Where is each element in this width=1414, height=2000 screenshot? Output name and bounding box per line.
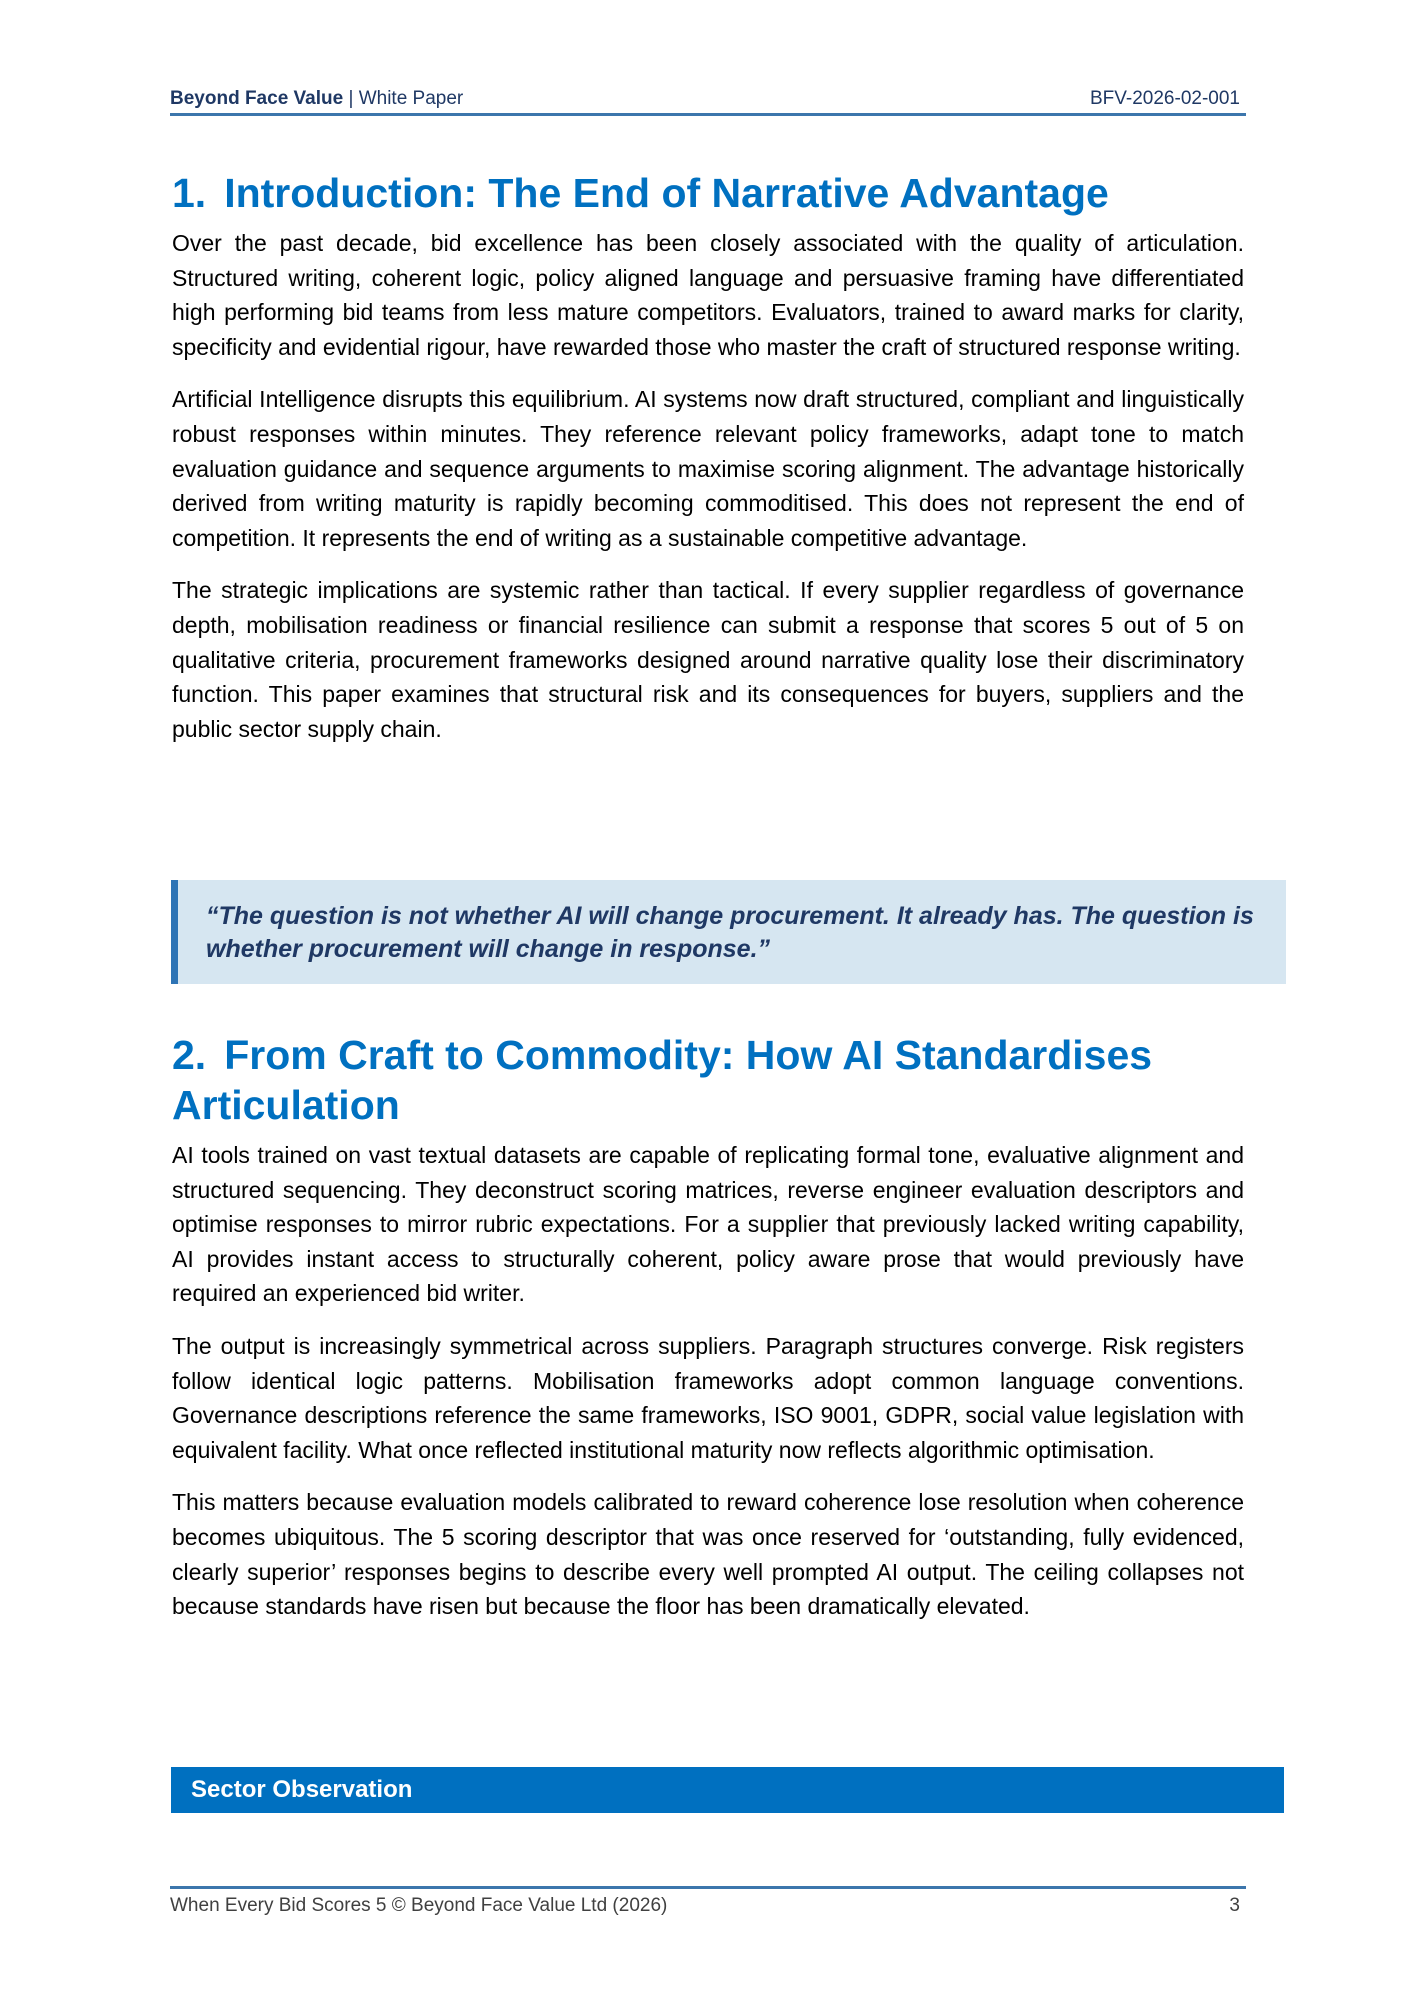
sector-observation-title: Sector Observation — [191, 1776, 413, 1803]
section-2 — [172, 1030, 1244, 1624]
section-1-title — [172, 168, 1244, 218]
section-2-number: 2. — [172, 1032, 207, 1078]
section-1-paragraph: Over the past decade, bid excellence has been closely associated with the quality of articulation. Structured writing, coherent logic, policy aligned language and persuasive framing have differentiated high performing bid teams from less mature competitors. Evaluators, trained to award marks for clarity, specificity and evidential rigour, have rewarded those who master the craft of structured response writing. — [172, 230, 1244, 360]
page-number: 3 — [1229, 1895, 1240, 1916]
sector-observation-callout-header — [171, 1767, 1284, 1813]
section-1-paragraph: The strategic implications are systemic rather than tactical. If every supplier regardless of governance depth, mobilisation readiness or financial resilience can submit a response that scores 5 out of 5 on qualitative criteria, procurement frameworks designed around narrative quality lose their discriminatory function. This paper examines that structural risk and its consequences for buyers, suppliers and the public sector supply chain. — [172, 577, 1244, 742]
section-1-title-text: Introduction: The End of Narrative Advantage — [224, 170, 1109, 216]
header-left — [170, 88, 463, 110]
header-separator: | — [343, 88, 359, 109]
section-1-number: 1. — [172, 170, 207, 216]
section-2-paragraph: This matters because evaluation models calibrated to reward coherence lose resolution when coherence becomes ubiquitous. The 5 scoring descriptor that was once reserved for ‘outstanding, fully evidenced, clearly superior’ responses begins to describe every well prompted AI output. The ceiling collapses not because standards have risen but because the floor has been dramatically elevated. — [172, 1489, 1244, 1620]
pull-quote — [171, 880, 1286, 984]
section-2-paragraph: The output is increasingly symmetrical across suppliers. Paragraph structures converge. Risk registers follow identical logic patterns. Mobilisation frameworks adopt common language conventions. Governance descriptions reference the same frameworks, ISO 9001, GDPR, social value legislation with equivalent facility. What once reflected institutional maturity now reflects algorithmic optimisation. — [172, 1332, 1244, 1463]
section-2-title-text: From Craft to Commodity: How AI Standardises Articulation — [172, 1032, 1153, 1128]
page-footer — [170, 1886, 1246, 1917]
header-brand: Beyond Face Value — [170, 88, 344, 109]
pull-quote-text: “The question is not whether AI will change procurement. It already has. The question is whether procurement will change in response.” — [206, 902, 1254, 963]
footer-text: When Every Bid Scores 5 © Beyond Face Value Ltd (2026) — [170, 1895, 668, 1916]
header-doc-id: BFV-2026-02-001 — [1090, 88, 1240, 109]
section-1 — [172, 168, 1244, 746]
header-doc-type: White Paper — [358, 88, 464, 109]
section-2-paragraph: AI tools trained on vast textual datasets are capable of replicating formal tone, evaluative alignment and structured sequencing. They deconstruct scoring matrices, reverse engineer evaluation descriptors and optimise responses to mirror rubric expectations. For a supplier that previously lacked writing capability, AI provides instant access to structurally coherent, policy aware prose that would previously have required an experienced bid writer. — [172, 1142, 1244, 1307]
section-1-paragraph: Artificial Intelligence disrupts this equilibrium. AI systems now draft structured, compliant and linguistically robust responses within minutes. They reference relevant policy frameworks, adapt tone to match evaluation guidance and sequence arguments to maximise scoring alignment. The advantage historically derived from writing maturity is rapidly becoming commoditised. This does not represent the end of competition. It represents the end of writing as a sustainable competitive advantage. — [172, 386, 1244, 551]
page-header — [170, 84, 1246, 116]
section-2-title — [172, 1030, 1244, 1130]
